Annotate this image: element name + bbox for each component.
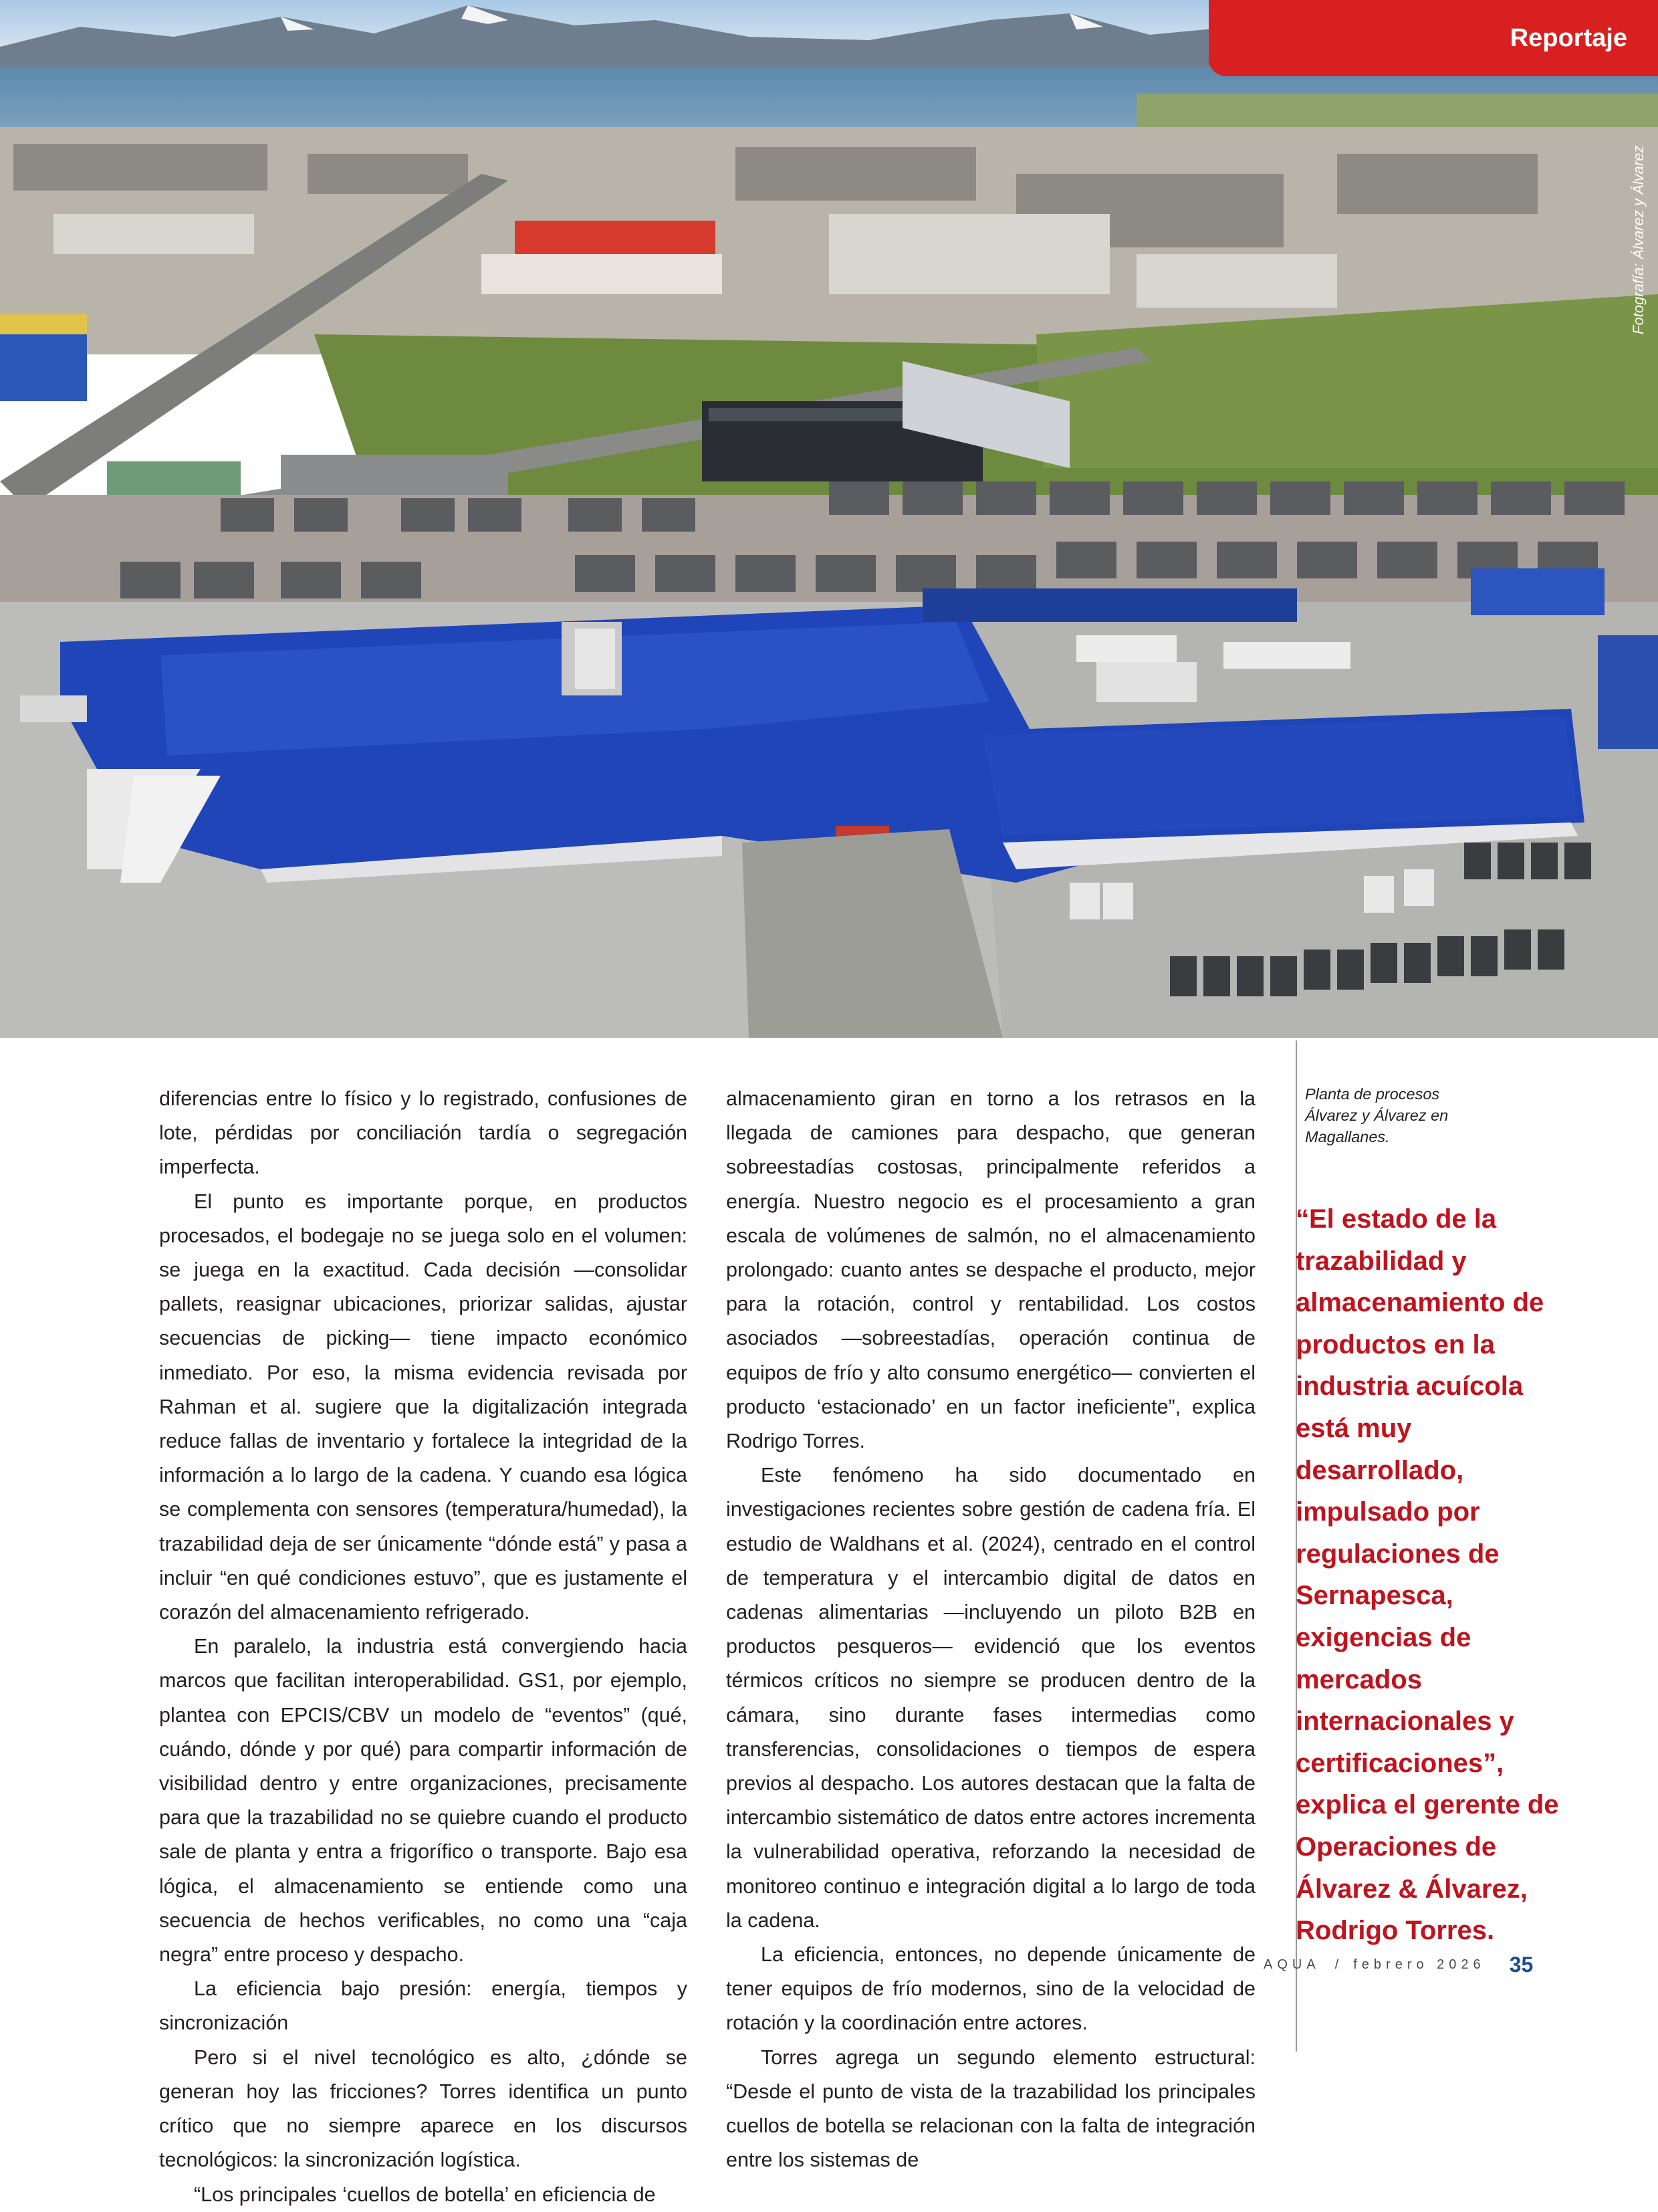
page-footer	[1264, 1949, 1533, 1980]
paragraph: Torres agrega un segundo elemento estructural: “Desde el punto de vista de la trazabilidad los principales cuellos de botella se relacionan con la falta de integración entre los sistemas de	[726, 2045, 1256, 2172]
paragraph: “Los principales ‘cuellos de botella’ en eficiencia de	[194, 2183, 656, 2206]
paragraph: Pero si el nivel tecnológico es alto, ¿dónde se generan hoy las fricciones? Torres identifica un punto crítico que no siempre aparece en los discursos tecnológicos: la sincronización logística.	[159, 2045, 687, 2172]
aerial-plant-illustration	[0, 0, 1658, 1038]
paragraph: La eficiencia, entonces, no depende únicamente de tener equipos de frío modernos, sino de la velocidad de rotación y la coordinación entre actores.	[726, 1943, 1256, 2035]
body-column-2	[726, 1082, 1256, 2178]
hero-photo	[0, 0, 1658, 1038]
subheading: La eficiencia bajo presión: energía, tiempos y sincronización	[159, 1977, 687, 2035]
issue-date: febrero 2026	[1353, 1957, 1486, 1972]
paragraph: Este fenómeno ha sido documentado en investigaciones recientes sobre gestión de cadena fría. El estudio de Waldhans et al. (2024), centrado en el control de temperatura y el intercambio digital de datos en cadenas alimentarias —incluyendo un piloto B2B en productos pesqueros— evidenció que los eventos térmicos críticos no siempre se producen dentro de la cámara, sino durante fases intermedias como transferencias, consolidaciones o tiempos de espera previos al despacho. Los autores destacan que la falta de intercambio sistemático de datos entre actores incrementa la vulnerabilidad operativa, reforzando la necesidad de monitoreo continuo e integración digital a lo largo de toda la cadena.	[726, 1464, 1256, 1932]
photo-caption: Planta de procesos Álvarez y Álvarez en Magallanes.	[1305, 1085, 1449, 1145]
section-label: Reportaje	[1510, 23, 1627, 52]
body-column-1	[159, 1082, 687, 2212]
footer-separator: /	[1334, 1957, 1339, 1972]
paragraph: En paralelo, la industria está convergiendo hacia marcos que facilitan interoperabilidad. GS1, por ejemplo, plantea con EPCIS/CBV un modelo de “eventos” (qué, cuándo, dónde y por qué) para compartir información de visibilidad dentro y entre organizaciones, precisamente para que la trazabilidad no se quiebre cuando el producto sale de planta y entra a frigorífico o transporte. Bajo esa lógica, el almacenamiento se entiende como una secuencia de hechos verificables, no como una “caja negra” entre proceso y despacho.	[159, 1635, 687, 1967]
paragraph: diferencias entre lo físico y lo registrado, confusiones de lote, pérdidas por conciliación tardía o segregación imperfecta.	[159, 1087, 687, 1179]
magazine-name: AQUA	[1264, 1957, 1320, 1972]
section-tab	[1209, 0, 1658, 76]
paragraph: almacenamiento giran en torno a los retrasos en la llegada de camiones para despacho, que generan sobreestadías costosas, principalmente referidos a energía. Nuestro negocio es el procesamiento a gran escala de volúmenes de salmón, no el almacenamiento prolongado: cuanto antes se despache el producto, mejor para la rotación, control y rentabilidad. Los costos asociados —sobreestadías, operación continua de equipos de frío y alto consumo energético— convierten el producto ‘estacionado’ en un factor ineficiente”, explica Rodrigo Torres.	[726, 1087, 1256, 1453]
page-number: 35	[1509, 1952, 1534, 1977]
photo-credit: Fotografía: Álvarez y Álvarez	[1630, 145, 1647, 334]
paragraph: El punto es importante porque, en productos procesados, el bodegaje no se juega solo en el volumen: se juega en la exactitud. Cada decisión —consolidar pallets, reasignar ubicaciones, priorizar salidas, ajustar secuencias de picking— tiene impacto económico inmediato. Por eso, la misma evidencia revisada por Rahman et al. sugiere que la digitalización integrada reduce fallas de inventario y fortalece la integridad de la información a lo largo de la cadena. Y cuando esa lógica se complementa con sensores (temperatura/humedad), la trazabilidad deja de ser únicamente “dónde está” y pasa a incluir “en qué condiciones estuvo”, que es justamente el corazón del almacenamiento refrigerado.	[159, 1190, 687, 1624]
pull-quote: “El estado de la trazabilidad y almacenamiento de productos en la industria acuícola está muy desarrollado, impulsado por regulaciones de Sernapesca, exigencias de mercados internacionales y certificaciones”, explica el gerente de Operaciones de Álvarez & Álvarez, Rodrigo Torres.	[1296, 1204, 1559, 1946]
